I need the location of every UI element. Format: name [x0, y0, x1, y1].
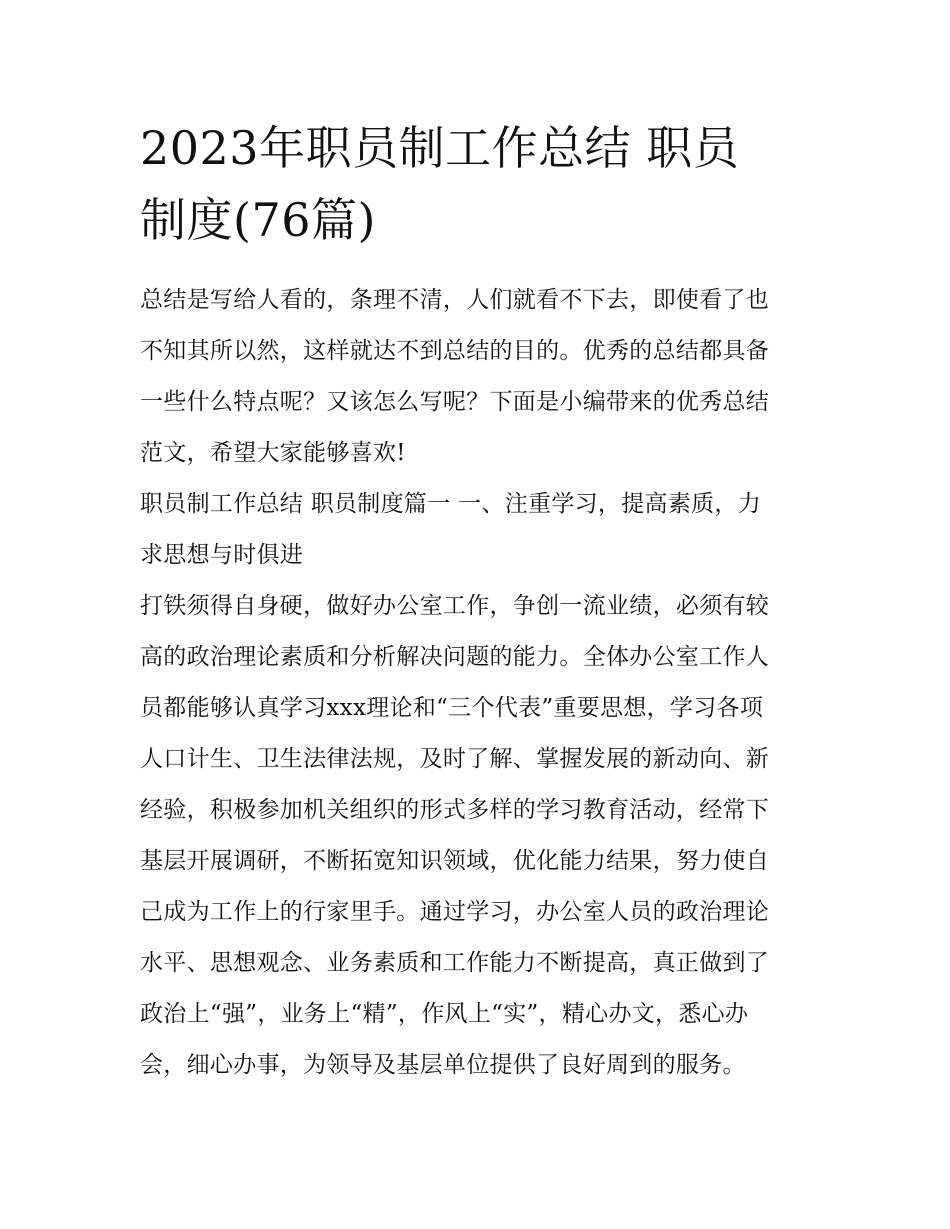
- text-line: 会，细心办事，为领导及基层单位提供了良好周到的服务。: [140, 1052, 746, 1078]
- text-line: 求思想与时俱进: [140, 542, 304, 568]
- text-line: 人口计生、卫生法律法规，及时了解、掌握发展的新动向、新: [140, 746, 770, 772]
- text-line: 一些什么特点呢？又该怎么写呢？下面是小编带来的优秀总结: [140, 389, 770, 415]
- document-title: [140, 112, 820, 256]
- text-line: 总结是写给人看的，条理不清，人们就看不下去，即使看了也: [140, 287, 770, 313]
- document-body: [140, 275, 812, 1091]
- text-line: 水平、思想观念、业务素质和工作能力不断提高，真正做到了: [140, 950, 770, 976]
- text-line: 己成为工作上的行家里手。通过学习，办公室人员的政治理论: [140, 899, 770, 925]
- text-line: 不知其所以然，这样就达不到总结的目的。优秀的总结都具备: [140, 338, 770, 364]
- text-line: 政治上“强”，业务上“精”，作风上“实”，精心办文，悉心办: [140, 1001, 749, 1027]
- text-line: 员都能够认真学习xxx理论和“三个代表”重要思想，学习各项: [140, 695, 764, 721]
- text-line: 职员制工作总结 职员制度篇一 一、注重学习，提高素质，力: [140, 491, 762, 517]
- text-line: 基层开展调研，不断拓宽知识领域，优化能力结果，努力使自: [140, 848, 770, 874]
- title-line-2: 制度(76篇): [140, 193, 376, 247]
- text-line: 经验，积极参加机关组织的形式多样的学习教育活动，经常下: [140, 797, 770, 823]
- title-line-1: 2023年职员制工作总结 职员: [140, 121, 740, 175]
- paragraph-study: [140, 581, 812, 1091]
- text-line: 打铁须得自身硬，做好办公室工作，争创一流业绩，必须有较: [140, 593, 770, 619]
- text-line: 范文，希望大家能够喜欢!: [140, 440, 406, 466]
- paragraph-heading: [140, 479, 812, 581]
- paragraph-intro: [140, 275, 812, 479]
- text-line: 高的政治理论素质和分析解决问题的能力。全体办公室工作人: [140, 644, 770, 670]
